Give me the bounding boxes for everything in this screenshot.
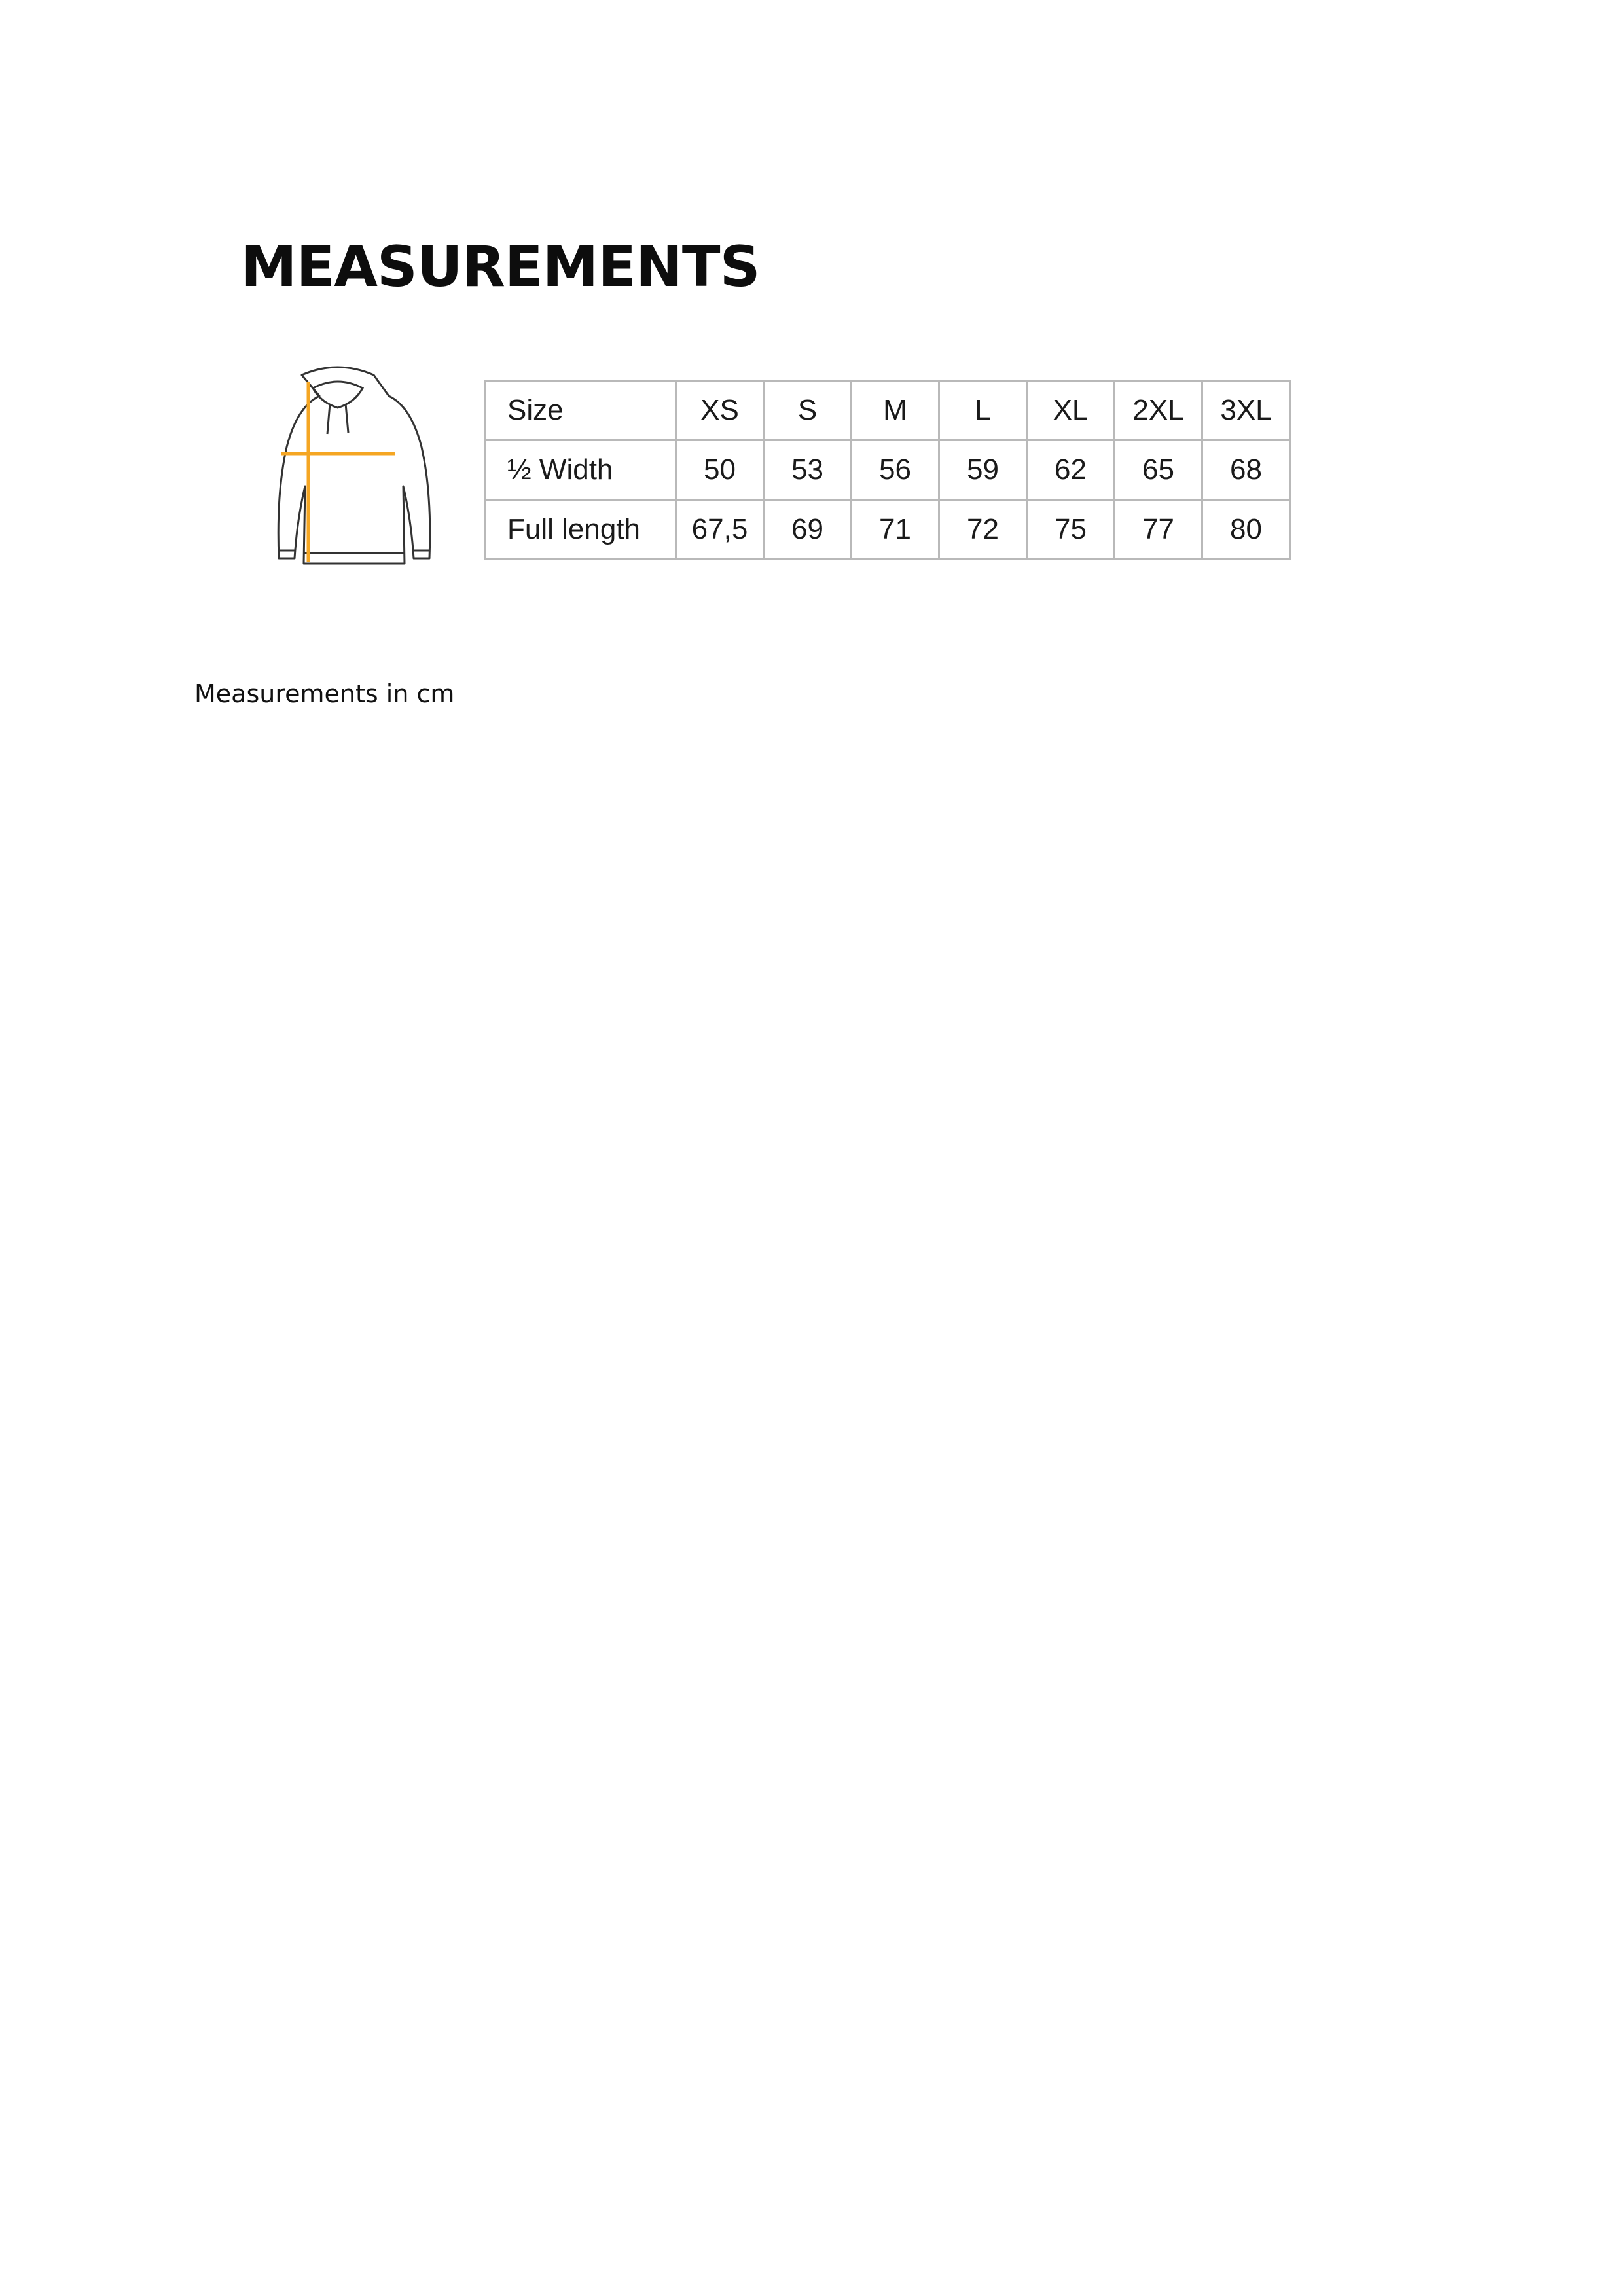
full-length-s: 69 [764,500,852,560]
row-label-full-length: Full length [486,500,676,560]
size-xs: XS [676,381,764,440]
half-width-m: 56 [852,440,939,500]
full-length-l: 72 [939,500,1027,560]
full-length-3xl: 80 [1202,500,1290,560]
half-width-2xl: 65 [1115,440,1202,500]
hoodie-diagram-icon [240,362,436,571]
size-2xl: 2XL [1115,381,1202,440]
half-width-s: 53 [764,440,852,500]
full-length-m: 71 [852,500,939,560]
size-l: L [939,381,1027,440]
size-s: S [764,381,852,440]
size-xl: XL [1027,381,1115,440]
row-label-size: Size [486,381,676,440]
size-m: M [852,381,939,440]
half-width-l: 59 [939,440,1027,500]
half-width-xs: 50 [676,440,764,500]
table-row-full-length [486,500,1290,560]
half-width-xl: 62 [1027,440,1115,500]
full-length-xl: 75 [1027,500,1115,560]
half-width-3xl: 68 [1202,440,1290,500]
full-length-xs: 67,5 [676,500,764,560]
measurement-unit-note: Measurements in cm [194,679,455,708]
table-row-size [486,381,1290,440]
size-chart-table [484,380,1291,560]
table-row-half-width [486,440,1290,500]
page-title: MEASUREMENTS [241,234,760,300]
size-3xl: 3XL [1202,381,1290,440]
full-length-2xl: 77 [1115,500,1202,560]
row-label-half-width: ½ Width [486,440,676,500]
